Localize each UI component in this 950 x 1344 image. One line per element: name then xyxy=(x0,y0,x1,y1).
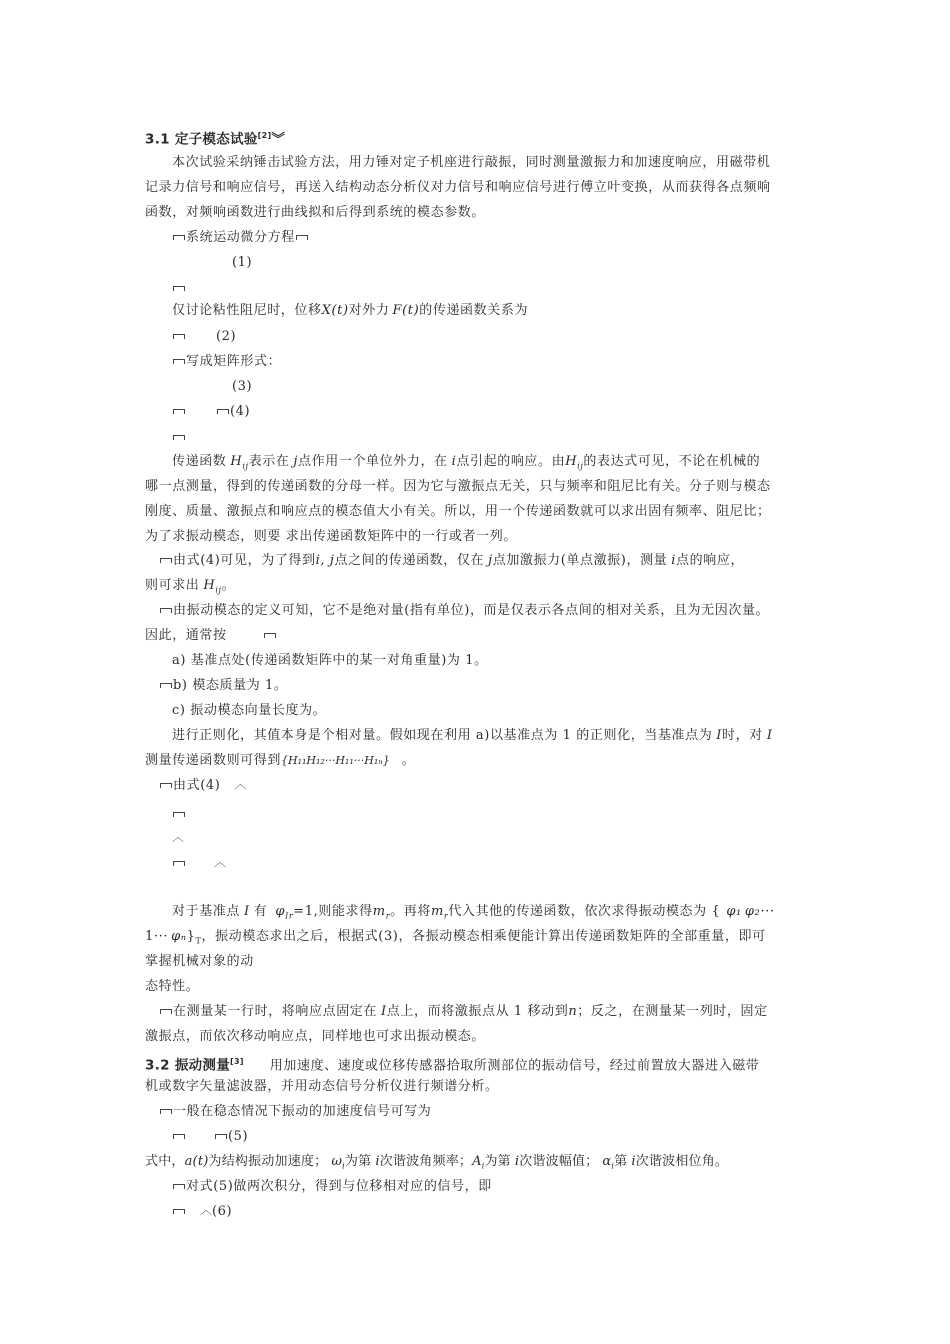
paragraph-line: 由振动模态的定义可知，它不是绝对量(指有单位)，而是仅表示各点间的相对关系，且为无因次量。 xyxy=(159,602,769,620)
paragraph-line: 机或数字矢量滤波器，并用动态信号分析仪进行频谱分析。 xyxy=(145,1079,499,1094)
equation-row xyxy=(172,328,236,346)
caret-icon xyxy=(214,857,226,867)
caret-icon xyxy=(172,832,184,842)
equation-placeholder-icon xyxy=(214,1131,228,1141)
paragraph-line: 刚度、质量、激振点和响应点的模态值大小有关。所以，用一个传递函数就可以求出固有频率、阻尼比； xyxy=(145,504,771,519)
equation-row xyxy=(172,830,184,848)
equation-placeholder-icon xyxy=(172,232,186,242)
equation-placeholder-icon xyxy=(216,406,230,416)
paragraph-line: 激振点，而依次移动响应点，同样地也可求出振动模态。 xyxy=(145,1029,486,1044)
paragraph-line: 一般在稳态情况下振动的加速度信号可写为 xyxy=(159,1103,431,1121)
paragraph-line: $1\cdot\cdot\cdot \varphi_n\}_T$，振动模态求出之后，根据式(3)，各振动模态相乘便能计算出传递函数矩阵的全部重量，即可 xyxy=(145,929,766,946)
equation-placeholder-icon xyxy=(172,432,186,442)
equation-row xyxy=(172,1128,248,1146)
equation-placeholder-icon xyxy=(172,283,186,293)
equation-placeholder-icon xyxy=(172,1181,186,1191)
equation-intro: 系统运动微分方程 xyxy=(172,229,309,247)
list-item: a) 基准点处(传递函数矩阵中的某一对角重量)为 1。 xyxy=(172,653,488,668)
equation-number: (3) xyxy=(232,379,253,394)
chevron-down-icon: ︾ xyxy=(271,131,286,148)
equation-placeholder-icon xyxy=(172,1131,186,1141)
paragraph-line: 掌握机械对象的动 xyxy=(145,954,254,969)
section-3-2-heading: 3.2 振动测量[3] 用加速度、速度或位移传感器拾取所测部位的振动信号，经过前置放大器进入磁带 xyxy=(145,1057,760,1074)
paragraph-line: 因此，通常按 xyxy=(145,627,277,645)
equation-placeholder-icon xyxy=(159,1106,173,1116)
paragraph-line: 由式(4)可见，为了得到i, j点之间的传递函数，仅在 j点加激振力(单点激振)，测量 i点的响应， xyxy=(159,552,744,570)
equation-row xyxy=(172,806,186,824)
equation-placeholder-icon xyxy=(159,680,173,690)
equation-number: (6) xyxy=(212,1204,233,1219)
equation-number: (2) xyxy=(216,329,237,344)
equation-row xyxy=(172,1203,232,1221)
equation-placeholder-icon xyxy=(172,1206,186,1216)
paragraph-line: 对于基准点 I 有 $\varphi_{Ir}=1$,则能求得$m_r$。再将$m_r$代入其他的传递函数，依次求得振动模态为 { φ₁ φ₂··· xyxy=(172,904,775,921)
paragraph-line: 进行正则化，其值本身是个相对量。假如现在利用 a)以基准点为 1 的正则化，当基准点为 I时，对 I xyxy=(172,728,773,743)
equation-row xyxy=(172,280,186,298)
citation-2: [2] xyxy=(257,131,272,140)
equation-placeholder-icon xyxy=(172,331,186,341)
caret-icon xyxy=(200,1205,212,1215)
equation-placeholder-icon xyxy=(159,780,173,790)
equation-placeholder-icon xyxy=(172,406,186,416)
transfer-function-line: 仅讨论粘性阻尼时，位移X(t)对外力 F(t)的传递函数关系为 xyxy=(172,303,529,318)
caret-icon xyxy=(234,779,246,789)
equation-placeholder-icon xyxy=(172,356,186,366)
equation-number: (4) xyxy=(230,404,251,419)
heading-text: 3.2 振动测量 xyxy=(145,1057,231,1074)
equation-placeholder-icon xyxy=(295,232,309,242)
paragraph-line: 则可求出 $H_{ij}$。 xyxy=(145,578,236,595)
list-item: b) 模态质量为 1。 xyxy=(159,677,288,695)
equation-row xyxy=(172,403,250,421)
equation-row xyxy=(172,855,226,873)
paragraph-line: 式中，a(t)为结构振动加速度； $\omega_i$为第 i次谐波角频率；$A_i$为第 i次谐波幅值； $\alpha_i$第 i次谐波相位角。 xyxy=(145,1154,729,1171)
equation-placeholder-icon xyxy=(172,809,186,819)
paragraph-line: 测量传递函数则可得到{H₁₁H₁₂···H₁₁···H₁ₙ} 。 xyxy=(145,753,416,768)
paragraph-line: 传递函数 $H_{ij}$表示在 j点作用一个单位外力，在 i点引起的响应。由$H_{ij}$的表达式可见，不论在机械的 xyxy=(172,454,761,471)
equation-placeholder-icon xyxy=(159,1006,173,1016)
equation-number: (1) xyxy=(232,255,253,270)
heading-text: 3.1 定子模态试验 xyxy=(145,131,258,148)
equation-placeholder-icon xyxy=(263,630,277,640)
paragraph-line: 对式(5)做两次积分，得到与位移相对应的信号，即 xyxy=(172,1178,492,1196)
equation-intro: 写成矩阵形式： xyxy=(172,353,281,371)
paragraph-line: 为了求振动模态，则要 求出传递函数矩阵中的一行或者一列。 xyxy=(145,529,517,544)
paragraph-line: 本次试验采纳锤击试验方法，用力锤对定子机座进行敲振，同时测量激振力和加速度响应，用磁带机 xyxy=(172,155,771,170)
equation-intro: 由式(4)︿ xyxy=(159,777,246,795)
citation-3: [3] xyxy=(230,1057,244,1066)
paragraph-line: 哪一点测量，得到的传递函数的分母一样。因为它与激振点无关，只与频率和阻尼比有关。分子则与模态 xyxy=(145,479,771,494)
paragraph-line: 态特性。 xyxy=(145,979,200,994)
equation-placeholder-icon xyxy=(172,858,186,868)
list-item: c) 振动模态向量长度为。 xyxy=(172,703,327,718)
section-3-1-heading xyxy=(145,127,285,149)
paragraph-line: 在测量某一行时，将响应点固定在 I点上，而将激振点从 1 移动到n；反之，在测量某一列时，固定 xyxy=(159,1003,768,1021)
equation-row xyxy=(172,429,186,447)
paragraph-line: 记录力信号和响应信号，再送入结构动态分析仪对力信号和响应信号进行傅立叶变换，从而获得各点频响 xyxy=(145,180,771,195)
equation-number: (5) xyxy=(228,1129,249,1144)
equation-placeholder-icon xyxy=(159,605,173,615)
paragraph-line: 函数，对频响函数进行曲线拟和后得到系统的模态参数。 xyxy=(145,205,486,220)
equation-placeholder-icon xyxy=(159,555,173,565)
